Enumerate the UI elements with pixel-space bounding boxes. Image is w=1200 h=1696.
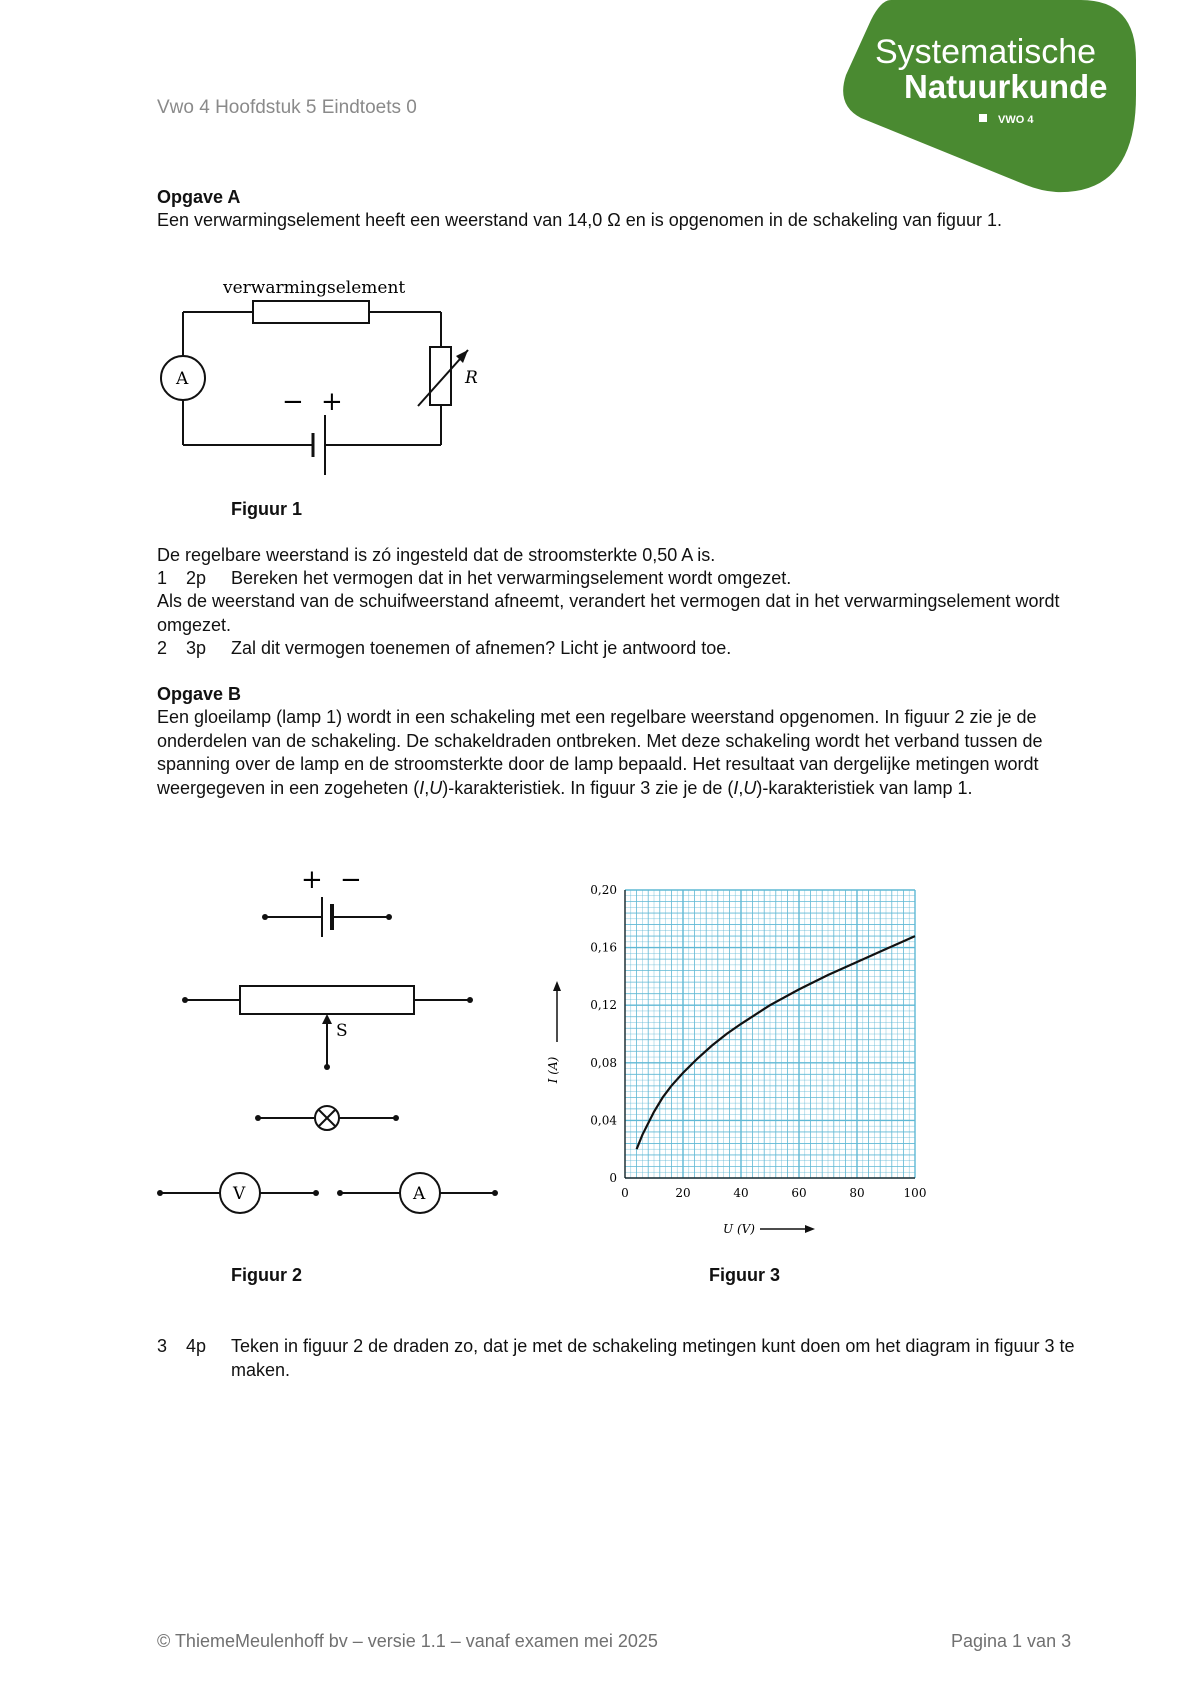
y-tick-label: 0,16	[590, 940, 617, 955]
question-2-text: Zal dit vermogen toenemen of afnemen? Licht je antwoord toe.	[231, 638, 732, 658]
figure-1-caption: Figuur 1	[231, 499, 302, 519]
opgave-a-heading: Opgave A	[157, 187, 241, 207]
logo-line1: Systematische	[875, 33, 1097, 71]
y-tick-label: 0	[609, 1171, 617, 1185]
voltmeter-label: V	[233, 1184, 246, 1204]
battery-plus: +	[321, 387, 343, 417]
figure-2-components	[150, 855, 510, 1215]
element-label: verwarmingselement	[223, 278, 406, 298]
question-3-text: Teken in figuur 2 de draden zo, dat je met de schakeling metingen kunt doen om het diagram in figuur 3 te maken.	[231, 1336, 1075, 1380]
x-tick-label: 100	[903, 1186, 927, 1200]
question-3-number: 3	[157, 1336, 168, 1356]
opgave-b-heading: Opgave B	[157, 684, 242, 704]
x-axis-label: U (V)	[723, 1222, 755, 1236]
logo-badge-square	[979, 114, 987, 122]
footer-copyright: © ThiemeMeulenhoff bv – versie 1.1 – vanaf examen mei 2025	[157, 1631, 658, 1651]
y-axis-arrow-head	[553, 981, 561, 991]
publisher-logo	[836, 0, 1136, 195]
y-tick-label: 0,08	[590, 1055, 617, 1070]
question-3	[157, 1335, 1097, 1382]
chart-grid	[625, 890, 915, 1178]
resistor-label: R	[465, 368, 478, 388]
opgave-a-text1: De regelbare weerstand is zó ingesteld dat de stroomsterkte 0,50 A is.	[157, 545, 716, 565]
x-tick-label: 60	[791, 1186, 807, 1200]
question-1-text: Bereken het vermogen dat in het verwarmingselement wordt omgezet.	[231, 568, 792, 588]
question-1-number: 1	[157, 568, 168, 588]
question-1	[157, 567, 1097, 591]
figure-3-chart	[545, 870, 945, 1240]
y-tick-label: 0,12	[590, 998, 617, 1013]
slider-label: S	[336, 1021, 348, 1041]
question-1-points: 2p	[186, 568, 207, 588]
logo-badge: VWO 4	[998, 114, 1034, 126]
x-tick-label: 0	[621, 1186, 629, 1200]
opgave-b-intro: Een gloeilamp (lamp 1) wordt in een schakeling met een regelbare weerstand opgenomen. In figuur 2 zie je de onderdelen van de schakeling. De schakeldraden ontbreken. Met deze schakeling wordt het verband tussen de spanning over de lamp en de stroomsterkte door de lamp bepaald. Het resultaat van dergelijke metingen wordt weergegeven in een zogeheten (I,U)-karakteristiek. In figuur 3 zie je de (I,U)-karakteristiek van lamp 1.	[157, 707, 1043, 798]
question-2-points: 3p	[186, 638, 207, 658]
x-tick-label: 80	[849, 1186, 865, 1200]
battery-minus: −	[282, 387, 304, 417]
ammeter-2-label: A	[413, 1184, 426, 1204]
logo-line2: Natuurkunde	[904, 68, 1108, 105]
question-2-number: 2	[157, 638, 168, 658]
opgave-a-text2: Als de weerstand van de schuifweerstand afneemt, verandert het vermogen dat in het verwarmingselement wordt omgezet.	[157, 591, 1060, 635]
figure-2-caption: Figuur 2	[231, 1265, 302, 1285]
figure-2-minus: −	[340, 865, 362, 895]
figure-3-caption: Figuur 3	[709, 1265, 780, 1285]
opgave-a-intro: Een verwarmingselement heeft een weerstand van 14,0 Ω en is opgenomen in de schakeling van figuur 1.	[157, 210, 1002, 230]
y-tick-label: 0,04	[590, 1113, 617, 1128]
x-tick-label: 20	[675, 1186, 691, 1200]
question-3-points: 4p	[186, 1336, 207, 1356]
footer-page-number: Pagina 1 van 3	[951, 1631, 1072, 1651]
document-header: Vwo 4 Hoofdstuk 5 Eindtoets 0	[157, 97, 417, 118]
question-2	[157, 637, 1097, 661]
x-tick-label: 40	[733, 1186, 749, 1200]
figure-2-plus: +	[301, 865, 323, 895]
y-tick-label: 0,20	[590, 883, 617, 897]
y-axis-label: I (A)	[546, 1056, 560, 1084]
figure-1-circuit	[150, 270, 500, 480]
x-axis-arrow-head	[805, 1225, 815, 1233]
ammeter-label: A	[176, 369, 189, 389]
